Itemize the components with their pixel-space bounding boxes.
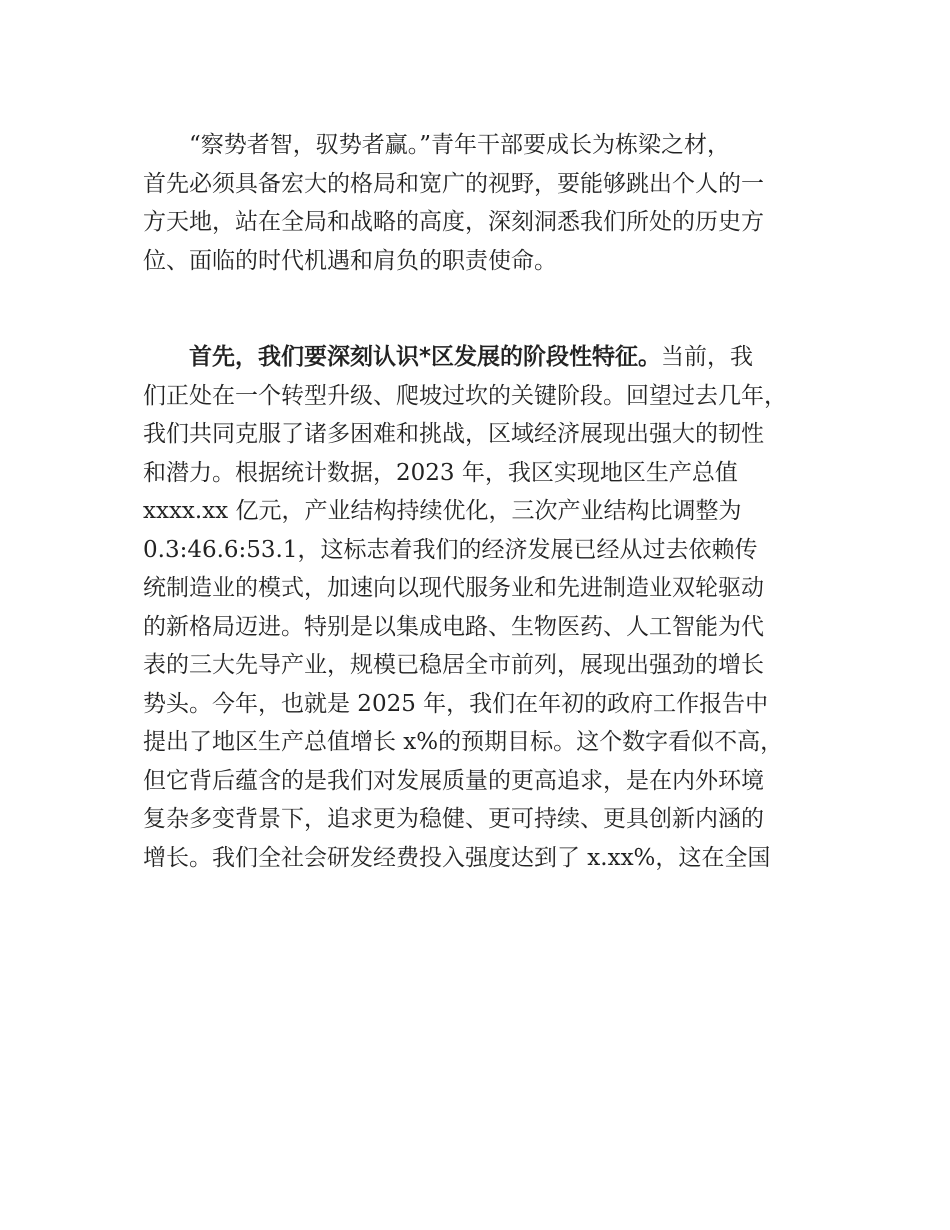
first-line (143, 338, 823, 377)
text-line: 位、面临的时代机遇和肩负的职责使命。 (143, 247, 557, 274)
paragraph-stage-characteristics (143, 338, 823, 877)
text-line: “察势者智，驭势者赢。”青年干部要成长为栋梁之材， (189, 132, 731, 158)
section-heading: 首先，我们要深刻认识*区发展的阶段性特征。 (189, 344, 662, 370)
text-line: 统制造业的模式，加速向以现代服务业和先进制造业双轮驱动 (143, 575, 764, 601)
text-line: 和潜力。根据统计数据，2023 年，我区实现地区生产总值 (143, 459, 738, 486)
text-line: 增长。我们全社会研发经费投入强度达到了 x.xx%，这在全国 (143, 844, 771, 871)
text-line: 表的三大先导产业，规模已稳居全市前列，展现出强劲的增长 (143, 652, 764, 678)
text-line: 复杂多变背景下，追求更为稳健、更可持续、更具创新内涵的 (143, 806, 764, 832)
text-line-rest: 当前，我 (661, 344, 754, 370)
paragraph-intro (143, 126, 823, 280)
text-line: 方天地，站在全局和战略的高度，深刻洞悉我们所处的历史方 (143, 209, 764, 235)
text-line: 们正处在一个转型升级、爬坡过坎的关键阶段。回望过去几年， (143, 382, 787, 409)
text-line: 首先必须具备宏大的格局和宽广的视野，要能够跳出个人的一 (143, 170, 764, 197)
text-line: 的新格局迈进。特别是以集成电路、生物医药、人工智能为代 (143, 613, 764, 640)
text-line: 提出了地区生产总值增长 x%的预期目标。这个数字看似不高， (143, 729, 784, 755)
text-line: 但它背后蕴含的是我们对发展质量的更高追求，是在内外环境 (143, 767, 764, 794)
text-line: 0.3:46.6:53.1，这标志着我们的经济发展已经从过去依赖传 (143, 536, 758, 563)
text-line: 势头。今年，也就是 2025 年，我们在年初的政府工作报告中 (143, 690, 769, 717)
text-line: xxxx.xx 亿元，产业结构持续优化，三次产业结构比调整为 (143, 498, 742, 524)
text-line: 我们共同克服了诸多困难和挑战，区域经济展现出强大的韧性 (143, 421, 764, 447)
